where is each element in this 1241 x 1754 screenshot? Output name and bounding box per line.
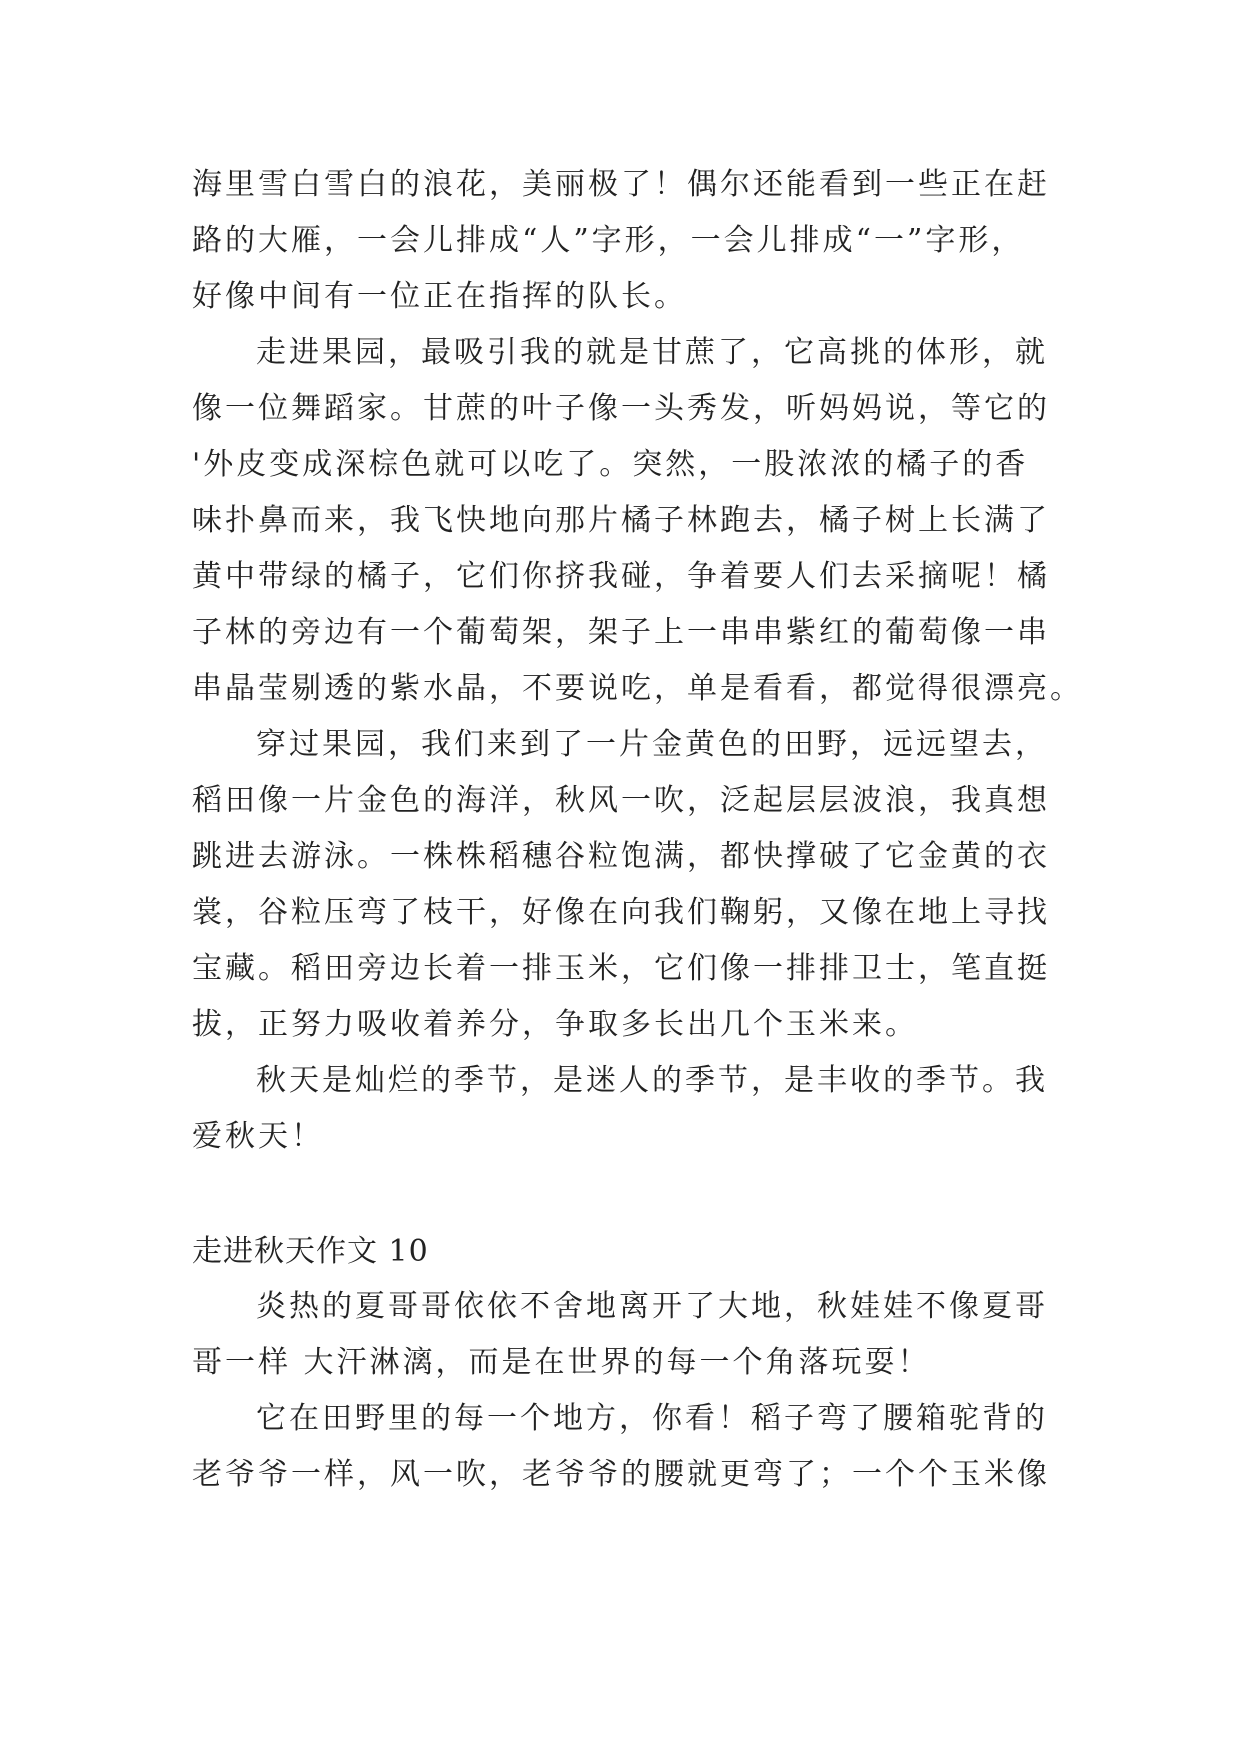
text-line: 穿过果园，我们来到了一片金黄色的田野，远远望去， xyxy=(256,727,1048,762)
text-line: 稻田像一片金色的海洋，秋风一吹，泛起层层波浪，我真想 xyxy=(192,783,1050,818)
text-line: 串晶莹剔透的紫水晶，不要说吃，单是看看，都觉得很漂亮。 xyxy=(192,671,1083,706)
paragraph xyxy=(192,157,1072,325)
paragraph xyxy=(192,1391,1072,1503)
text-line: '外皮变成深棕色就可以吃了。突然，一股浓浓的橘子的香 xyxy=(192,447,1029,482)
text-line: 海里雪白雪白的浪花，美丽极了！偶尔还能看到一些正在赶 xyxy=(192,167,1050,202)
text-line: 它在田野里的每一个地方，你看！稻子弯了腰箱驼背的 xyxy=(256,1401,1048,1436)
section-spacer xyxy=(192,1165,1072,1225)
text-line: 裳，谷粒压弯了枝干，好像在向我们鞠躬，又像在地上寻找 xyxy=(192,895,1050,930)
section-title: 走进秋天作文 10 xyxy=(192,1234,429,1269)
paragraph xyxy=(192,325,1083,717)
paragraph xyxy=(192,1279,1072,1391)
text-line: 像一位舞蹈家。甘蔗的叶子像一头秀发，听妈妈说，等它的 xyxy=(192,391,1050,426)
text-line: 宝藏。稻田旁边长着一排玉米，它们像一排排卫士，笔直挺 xyxy=(192,951,1050,986)
paragraph xyxy=(192,1053,1072,1165)
text-line: 拔，正努力吸收着养分，争取多长出几个玉米来。 xyxy=(192,1007,918,1042)
text-line: 味扑鼻而来，我飞快地向那片橘子林跑去，橘子树上长满了 xyxy=(192,503,1050,538)
text-line: 爱秋天！ xyxy=(192,1119,324,1154)
text-line: 路的大雁，一会儿排成“人”字形，一会儿排成“一”字形， xyxy=(192,223,1025,258)
text-line: 子林的旁边有一个葡萄架，架子上一串串紫红的葡萄像一串 xyxy=(192,615,1050,650)
text-line: 走进果园，最吸引我的就是甘蔗了，它高挑的体形，就 xyxy=(256,335,1048,370)
text-line: 黄中带绿的橘子，它们你挤我碰，争着要人们去采摘呢！橘 xyxy=(192,559,1050,594)
text-line: 好像中间有一位正在指挥的队长。 xyxy=(192,279,687,314)
text-line: 老爷爷一样，风一吹，老爷爷的腰就更弯了；一个个玉米像 xyxy=(192,1457,1050,1492)
text-line: 跳进去游泳。一株株稻穗谷粒饱满，都快撑破了它金黄的衣 xyxy=(192,839,1050,874)
text-line: 秋天是灿烂的季节，是迷人的季节，是丰收的季节。我 xyxy=(256,1063,1048,1098)
paragraph xyxy=(192,717,1072,1053)
document-page xyxy=(192,157,1083,1503)
text-line: 哥一样 大汗淋漓，而是在世界的每一个角落玩耍！ xyxy=(192,1345,931,1380)
text-line: 炎热的夏哥哥依依不舍地离开了大地，秋娃娃不像夏哥 xyxy=(256,1289,1048,1324)
